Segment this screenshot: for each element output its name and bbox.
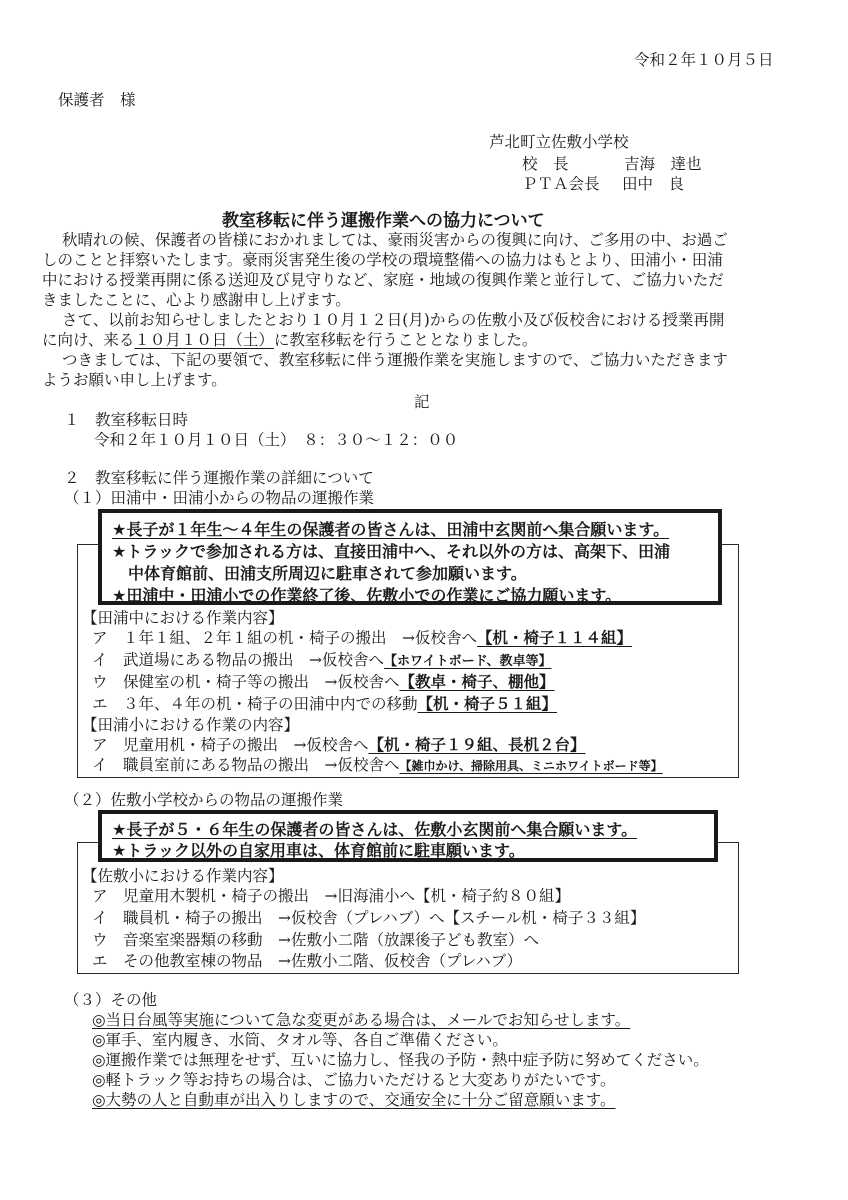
task-c2: イ 職員机・椅子の搬出 →仮校舎（プレハブ）へ【スチール机・椅子３３組】: [92, 909, 646, 927]
task-a2-tag: 【ホワイトボード、教卓等】: [384, 654, 552, 669]
sub1-notice-1: [112, 517, 669, 540]
task-b2-text: イ 職員室前にある物品の搬出 →仮校舎へ: [92, 756, 400, 774]
body-p2-line2-a: に向け、来る: [42, 331, 135, 349]
task-c4: エ その他教室棟の物品 →佐敷小二階、仮校舎（プレハブ）: [92, 952, 522, 970]
body-p2-line2: [42, 330, 537, 350]
sub2-notice-1: [112, 817, 637, 840]
sender-principal-role: 校 長: [522, 155, 569, 173]
task-a2-text: イ 武道場にある物品の搬出 →仮校舎へ: [92, 651, 384, 669]
task-a3-tag: 【教卓・椅子、棚他】: [399, 673, 555, 691]
task-c3: ウ 音楽室楽器類の移動 →佐敷小二階（放課後子ども教室）へ: [92, 931, 539, 949]
task-c1: ア 児童用木製机・椅子の搬出 →旧海浦小へ【机・椅子約８０組】: [92, 887, 570, 905]
sub1-notice-2a: ★トラックで参加される方は、直接田浦中へ、それ以外の方は、高架下、田浦: [112, 542, 671, 561]
sec2-heading: ２ 教室移転に伴う運搬作業の詳細について: [64, 469, 374, 487]
body-p1-line1: 秋晴れの候、保護者の皆様におかれましては、豪雨災害からの復興に向け、ご多用の中、お過ご: [62, 231, 728, 249]
sec1-heading: １ 教室移転日時: [64, 411, 189, 429]
task-a4-tag: 【机・椅子５１組】: [417, 695, 558, 713]
move-date-highlight: １０月１０日（土）: [134, 331, 274, 349]
sub1-notice-2b: 中体育館前、田浦支所周辺に駐車されて参加願います。: [128, 564, 527, 583]
group-sashiki-elementary: 【佐敷小における作業内容】: [82, 867, 284, 885]
task-a1-tag: 【机・椅子１１４組】: [477, 629, 633, 647]
sub1-notice-3: ★田浦中・田浦小での作業終了後、佐敷小での作業にご協力願います。: [112, 586, 622, 605]
task-b1-tag: 【机・椅子１９組、長机２台】: [368, 736, 586, 754]
body-p3-line2: ようお願い申し上げます。: [42, 371, 227, 389]
task-a4-text: エ ３年、４年の机・椅子の田浦中内での移動: [92, 695, 418, 713]
task-a3: [92, 672, 555, 692]
task-a1: [92, 628, 632, 648]
task-b2-tag: 【雑巾かけ、掃除用具、ミニホワイトボード等】: [399, 759, 663, 773]
task-b1-text: ア 児童用机・椅子の搬出 →仮校舎へ: [92, 736, 369, 754]
sub1-notice-1-text: ★長子が１年生～４年生の保護者の皆さんは、田浦中玄関前へ集合願います。: [112, 520, 670, 539]
other-note-5: [92, 1090, 615, 1110]
sender-principal-name: 吉海 達也: [624, 155, 702, 173]
body-p1-line2: しのことと拝察いたします。豪雨災害発生後の学校の環境整備への協力はもとより、田浦小・田浦: [42, 251, 723, 269]
sec2-sub2-heading: （２）佐敷小学校からの物品の運搬作業: [64, 791, 344, 809]
body-p3-line1: つきましては、下記の要領で、教室移転に伴う運搬作業を実施しますので、ご協力いただきます: [62, 351, 728, 369]
task-a4: [92, 694, 557, 714]
group-taura-junior-high: 【田浦中における作業内容】: [82, 609, 284, 627]
task-a3-text: ウ 保健室の机・椅子等の搬出 →仮校舎へ: [92, 673, 400, 691]
task-a2: [92, 650, 551, 672]
document-date: 令和２年１０月５日: [634, 51, 774, 69]
group-taura-elementary: 【田浦小における作業の内容】: [82, 716, 300, 734]
other-note-3: ◎運搬作業では無理をせず、互いに協力し、怪我の予防・熱中症予防に努めてください。: [92, 1051, 709, 1069]
sub2-notice-box: [98, 810, 718, 862]
document-title: 教室移転に伴う運搬作業への協力について: [222, 211, 545, 231]
sec1-datetime: 令和２年１０月１０日（土） ８：３０～１２：００: [94, 431, 459, 449]
sec2-sub3-heading: （３）その他: [64, 991, 158, 1009]
other-note-5-text: ◎大勢の人と自動車が出入りしますので、交通安全に十分ご留意願います。: [92, 1091, 616, 1109]
body-p2-line2-c: に教室移転を行うこととなりました。: [273, 331, 538, 349]
other-note-1-text: ◎当日台風等実施について急な変更がある場合は、メールでお知らせします。: [92, 1011, 631, 1029]
other-note-4: ◎軽トラック等お持ちの場合は、ご協力いただけると大変ありがたいです。: [92, 1071, 616, 1089]
addressee: 保護者 様: [58, 91, 136, 109]
other-note-1: [92, 1010, 630, 1030]
task-a1-text: ア １年１組、２年１組の机・椅子の搬出 →仮校舎へ: [92, 629, 477, 647]
other-note-2: ◎軍手、室内履き、水筒、タオル等、各自ご準備ください。: [92, 1031, 508, 1049]
sender-pta-role: ＰＴＡ会長: [522, 175, 600, 193]
sec2-sub1-heading: （１）田浦中・田浦小からの物品の運搬作業: [64, 489, 375, 507]
ki-heading: 記: [414, 393, 430, 411]
sub2-notice-1-text: ★長子が５・６年生の保護者の皆さんは、佐敷小玄関前へ集合願います。: [112, 820, 638, 839]
body-p2-line1: さて、以前お知らせしましたとおり１０月１２日(月)からの佐敷小及び仮校舎における授業再開: [62, 311, 725, 329]
sender-pta-name: 田中 良: [622, 175, 685, 193]
sub2-notice-2: ★トラック以外の自家用車は、体育館前に駐車願います。: [112, 841, 525, 860]
body-p1-line3: 中における授業再開に係る送迎及び見守りなど、家庭・地域の復興作業と並行して、ご協力いただ: [42, 271, 724, 289]
sub1-notice-box: [98, 509, 722, 605]
body-p1-line4: きましたことに、心より感謝申し上げます。: [42, 291, 351, 309]
task-b1: [92, 735, 586, 755]
task-b2: [92, 755, 663, 776]
sender-school: 芦北町立佐敷小学校: [489, 133, 629, 151]
